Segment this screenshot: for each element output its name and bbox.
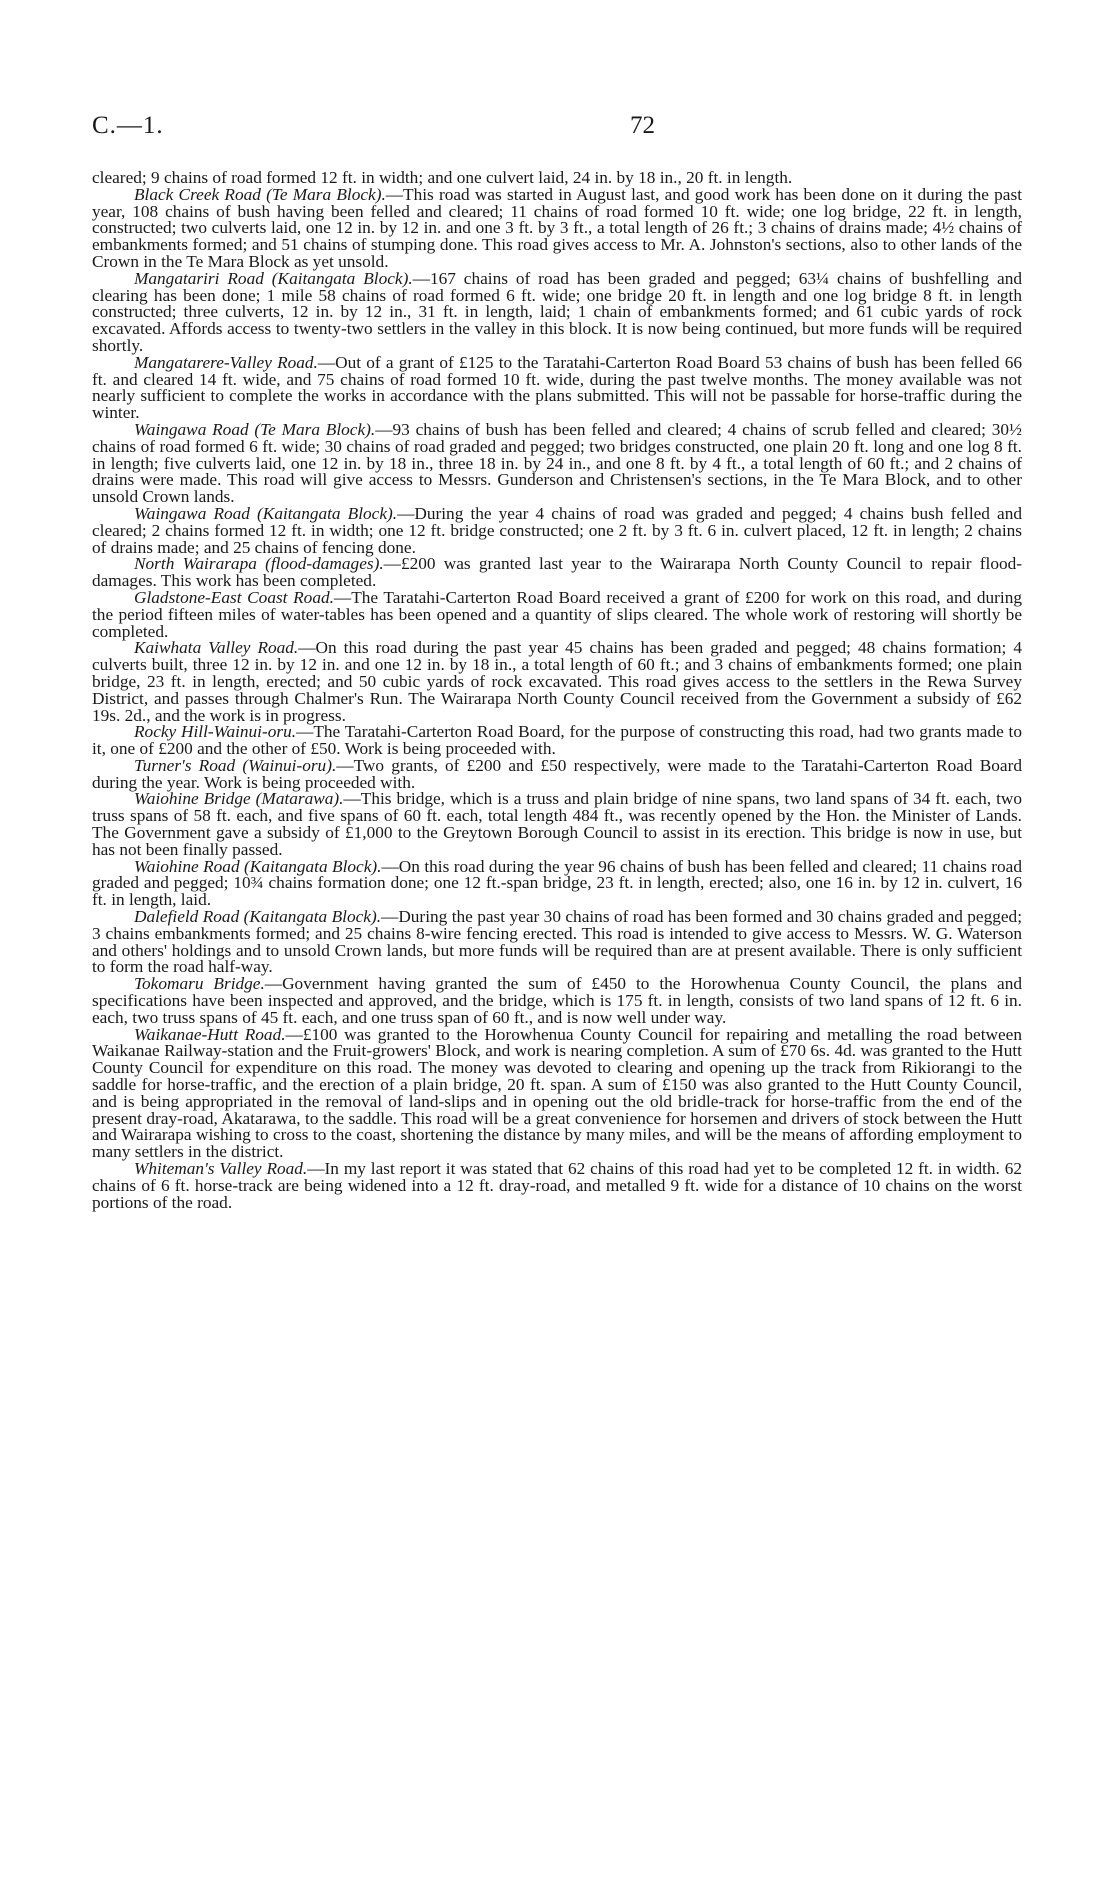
paragraph-title: Waikanae-Hutt Road. [134, 1024, 286, 1044]
paragraph-text: —During the year 4 chains of road was graded and pegged; 4 chains bush felled and cleared; 2 chains formed 12 ft. in width; one 12 ft. bridge constructed; one 2 ft. by 3 ft. 6 in. culvert placed, 12 ft. in length; 2 chains of drains made; and 25 chains of fencing done. [92, 503, 1022, 557]
paragraph [92, 1024, 1022, 1162]
paragraph [92, 909, 1022, 976]
paragraph [92, 976, 1022, 1026]
paragraph-title: Dalefield Road (Kaitangata Block). [134, 907, 382, 927]
paragraph-text: —This road was started in August last, and good work has been done on it during the past year, 108 chains of bush having been felled and cleared; 11 chains of road formed 10 ft. wide; one log bridge, 22 ft. in length, constructed; two culverts laid, one 12 in. by 12 in. and one 3 ft. by 3 ft., a total length of 26 ft.; 3 chains of drains made; 4½ chains of embankments formed; and 51 chains of stumping done. This road gives access to Mr. A. Johnston's sections, also to other lands of the Crown in the Te Mara Block as yet unsold. [92, 184, 1022, 271]
paragraph-title: Tokomaru Bridge. [134, 974, 265, 994]
paragraph-text: —During the past year 30 chains of road has been formed and 30 chains graded and pegged; 3 chains embankments formed; and 25 chains 8-wire fencing erected. This road is intended to give access to Messrs. W. G. Waterson and others' holdings and to unsold Crown lands, but more funds will be required than are at present available. There is only sufficient to form the road half-way. [92, 907, 1022, 977]
paragraph-text: —Government having granted the sum of £450 to the Horowhenua County Council, the plans and specifications have been inspected and approved, and the bridge, which is 175 ft. in length, consists of two land spans of 12 ft. 6 in. each, two truss spans of 45 ft. each, and one truss span of 60 ft., and is now well under way. [92, 974, 1023, 1027]
paragraph-title: Black Creek Road (Te Mara Block). [134, 184, 386, 204]
body-text [92, 170, 1022, 1211]
paragraph-title: Whiteman's Valley Road. [134, 1159, 308, 1179]
paragraph-text: —In my last report it was stated that 62 chains of this road had yet to be completed 12 ft. in width. 62 chains of 6 ft. horse-track are being widened into a 12 ft. dray-road, and metalled 9 ft. wide for a distance of 10 chains on the worst portions of the road. [92, 1159, 1023, 1212]
paragraph-title: Gladstone-East Coast Road. [134, 587, 334, 607]
paragraph-text: —On this road during the year 96 chains of bush has been felled and cleared; 11 chains road graded and pegged; 10¾ chains formation done; one 12 ft.-span bridge, 23 ft. in length, erected; also, one 16 in. by 12 in. culvert, 16 ft. in length, laid. [92, 856, 1022, 910]
paragraph [92, 640, 1022, 724]
paragraph-text: —£100 was granted to the Horowhenua County Council for repairing and metalling the road between Waikanae Railway-station and the Fruit-growers' Block, and work is nearing completion. A sum of £70 6s. 4d. was granted to the Hutt County Council for expenditure on this road. The money was devoted to clearing and opening up the track from Rikiorangi to the saddle for horse-traffic, and the erection of a plain bridge, 20 ft. span. A sum of £150 was also granted to the Hutt County Council, and is being appropriated in the removal of land-slips and in opening out the old bridle-track for horse-traffic from the end of the present dray-road, Akatarawa, to the saddle. This road will be a great convenience for horsemen and drivers of stock between the Hutt and Wairarapa wishing to cross to the coast, shortening the distance by many miles, and will be the means of affording employment to many settlers in the district. [92, 1024, 1022, 1162]
paragraph-title: Mangatariri Road (Kaitangata Block). [134, 268, 413, 288]
paragraph-title: North Wairarapa (flood-damages). [134, 554, 384, 574]
page-header [92, 112, 1022, 152]
paragraph [92, 184, 1022, 271]
paragraph-title: Kaiwhata Valley Road. [134, 638, 299, 658]
paragraph [92, 419, 1022, 507]
paragraph-text: —Two grants, of £200 and £50 respectively, were made to the Taratahi-Carterton Road Board during the year. Work is being proceeded with. [92, 755, 1022, 792]
paragraph [92, 1161, 1022, 1211]
paragraph [92, 755, 1022, 792]
paragraph-title: Waiohine Bridge (Matarawa). [134, 789, 344, 809]
paragraph [92, 791, 1022, 858]
paragraph-title: Mangatarere-Valley Road. [134, 352, 318, 372]
paragraph [92, 724, 1022, 758]
paragraph-text: —£200 was granted last year to the Wairarapa North County Council to repair flood-damages. This work has been completed. [92, 554, 1022, 591]
paragraph-title: Turner's Road (Wainui-oru). [134, 755, 337, 775]
paragraph-text: —This bridge, which is a truss and plain bridge of nine spans, two land spans of 34 ft. each, two truss spans of 58 ft. each, and five spans of 60 ft. each, total length 484 ft., was recently opened by the Hon. the Minister of Lands. The Government gave a subsidy of £1,000 to the Greytown Borough Council to assist in its erection. This bridge is now in use, but has not been finally passed. [92, 789, 1022, 859]
paragraph [92, 352, 1022, 423]
paragraph [92, 268, 1022, 355]
paragraph-text: —167 chains of road has been graded and pegged; 63¼ chains of bushfelling and clearing has been done; 1 mile 58 chains of road formed 6 ft. wide; one bridge 20 ft. in length and one log bridge 8 ft. in length constructed; three culverts, 12 in. by 12 in., 31 ft. in length, laid; 1 chain of embankments formed; and 61 cubic yards of rock excavated. Affords access to twenty-two settlers in the valley in this block. It is now being continued, but more funds will be required shortly. [92, 268, 1022, 355]
paragraph-text: —On this road during the past year 45 chains has been graded and pegged; 48 chains formation; 4 culverts built, three 12 in. by 12 in. and one 12 in. by 18 in., a total length of 60 ft.; and 3 chains of embankments formed; one plain bridge, 23 ft. in length, erected; and 50 cubic yards of rock excavated. This road gives access to the settlers in the Rewa Survey District, and passes through Chalmer's Run. The Wairarapa North County Council received from the Government a subsidy of £62 19s. 2d., and the work is in progress. [92, 638, 1022, 725]
paragraph-text: —The Taratahi-Carterton Road Board, for the purpose of constructing this road, had two grants made to it, one of £200 and the other of £50. Work is being proceeded with. [92, 722, 1022, 759]
paragraph [92, 556, 1022, 590]
paragraph [92, 503, 1022, 557]
paragraph-text: —The Taratahi-Carterton Road Board received a grant of £200 for work on this road, and during the period fifteen miles of water-tables has been opened and a quantity of slips cleared. The whole work of restoring will shortly be completed. [92, 587, 1022, 641]
paragraph [92, 587, 1022, 641]
paragraph-title: Waingawa Road (Kaitangata Block). [134, 503, 398, 523]
document-reference: C.—1. [92, 112, 164, 139]
page-number: 72 [630, 112, 655, 139]
paragraph-title: Waingawa Road (Te Mara Block). [134, 419, 376, 439]
paragraph-title: Rocky Hill-Wainui-oru. [134, 722, 297, 742]
paragraph-text: —Out of a grant of £125 to the Taratahi-Carterton Road Board 53 chains of bush has been felled 66 ft. and cleared 14 ft. wide, and 75 chains of road formed 10 ft. wide, during the past twelve months. The money available was not nearly sufficient to complete the works in accordance with the plans submitted. This will not be passable for horse-traffic during the winter. [92, 352, 1022, 423]
paragraph-title: Waiohine Road (Kaitangata Block). [134, 856, 382, 876]
paragraph-text: —93 chains of bush has been felled and cleared; 4 chains of scrub felled and cleared; 30½ chains of road formed 6 ft. wide; 30 chains of road graded and pegged; two bridges constructed, one plain 20 ft. long and one log 8 ft. in length; five culverts laid, one 12 in. by 18 in., three 18 in. by 24 in., and one 8 ft. by 4 ft., a total length of 60 ft.; and 2 chains of drains were made. This road will give access to Messrs. Gunderson and Christensen's sections, in the Te Mara Block, and to other unsold Crown lands. [92, 419, 1022, 507]
continuation-paragraph: cleared; 9 chains of road formed 12 ft. in width; and one culvert laid, 24 in. by 18 in., 20 ft. in length. [92, 168, 793, 187]
paragraph [92, 856, 1022, 910]
